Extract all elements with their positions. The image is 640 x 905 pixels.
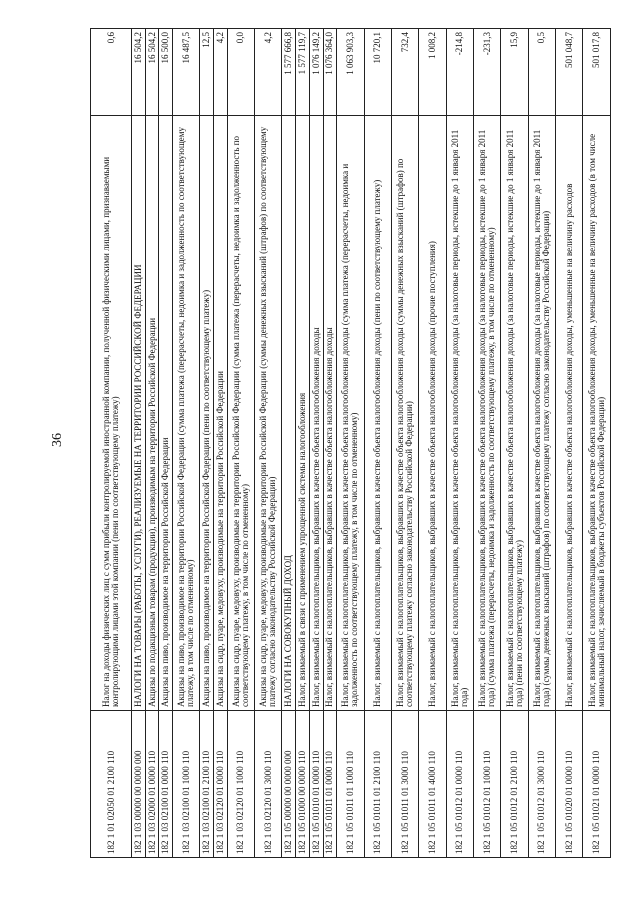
budget-code-cell: 182 1 05 01000 00 0000 110 (296, 711, 310, 858)
revenue-name-cell: Акцизы на пиво, производимое на территории Российской Федерации (сумма платежа (перерасчеты, недоимка и задолженность по соответствующему платежу, в том числе по отмененному) (173, 116, 200, 711)
revenue-name-cell: Акцизы по подакцизным товарам (продукции), производимым на территории Российской Федерации (145, 116, 159, 711)
amount-cell: 16 500,0 (159, 29, 173, 116)
budget-code-cell: 182 1 03 02100 01 0000 110 (159, 711, 173, 858)
revenue-name-cell: Акцизы на сидр, пуаре, медовуху, производимые на территории Российской Федерации (сумма платежа (перерасчеты, недоимка и задолженность по соответствующему платежу, в том числе по отмененному) (227, 116, 254, 711)
budget-code-cell: 182 1 05 01011 01 4000 110 (419, 711, 446, 858)
table-row (309, 29, 323, 858)
table-row (296, 29, 310, 858)
budget-code-cell: 182 1 05 01011 01 1000 110 (337, 711, 364, 858)
table-row (255, 29, 282, 858)
table-row (214, 29, 228, 858)
budget-code-cell: 182 1 03 02120 01 0000 110 (214, 711, 228, 858)
budget-code-cell: 182 1 05 01021 01 0000 110 (583, 711, 610, 858)
budget-code-cell: 182 1 03 02120 01 3000 110 (255, 711, 282, 858)
revenue-name-cell: Налог, взимаемый с налогоплательщиков, выбравших в качестве объекта налогообложения доходы (за налоговые периоды, истекшие до 1 января 2011 года) (446, 116, 473, 711)
budget-code-cell: 182 1 05 01011 01 3000 110 (391, 711, 418, 858)
page-number: 36 (50, 433, 65, 447)
table-row (364, 29, 391, 858)
amount-cell: 0,0 (227, 29, 254, 116)
amount-cell: 1 577 666,8 (282, 29, 296, 116)
budget-code-cell: 182 1 05 00000 00 0000 000 (282, 711, 296, 858)
budget-code-cell: 182 1 05 01012 01 3000 110 (528, 711, 555, 858)
revenue-name-cell: Налог, взимаемый с налогоплательщиков, выбравших в качестве объекта налогообложения доходы (прочие поступления) (419, 116, 446, 711)
table-row (419, 29, 446, 858)
budget-code-cell: 182 1 03 00000 00 0000 000 (132, 711, 146, 858)
revenue-name-cell: Акцизы на сидр, пуаре, медовуху, производимые на территории Российской Федерации (суммы денежных взысканий (штрафов) по соответствующему платежу согласно законодательству Российской Федерации) (255, 116, 282, 711)
table-row (91, 29, 132, 858)
revenue-name-cell: Налог, взимаемый с налогоплательщиков, выбравших в качестве объекта налогообложения доходы, уменьшенные на величину расходов (в том числе минимальный налог, зачисляемый в бюджеты субъектов Российской Федерации) (583, 116, 610, 711)
table-row (200, 29, 214, 858)
table-row (501, 29, 528, 858)
amount-cell: 1 063 903,3 (337, 29, 364, 116)
table-row (391, 29, 418, 858)
amount-cell: 1 577 119,7 (296, 29, 310, 116)
table-row (528, 29, 555, 858)
revenue-name-cell: НАЛОГИ НА ТОВАРЫ (РАБОТЫ, УСЛУГИ), РЕАЛИЗУЕМЫЕ НА ТЕРРИТОРИИ РОССИЙСКОЙ ФЕДЕРАЦИИ (132, 116, 146, 711)
revenue-name-cell: Налог, взимаемый с налогоплательщиков, выбравших в качестве объекта налогообложения доходы (за налоговые периоды, истекшие до 1 января 2011 года) (сумма платежа (перерасчеты, недоимка и задолженность по соответствующему платежу, в том числе по отмененному) (473, 116, 500, 711)
revenue-name-cell: Налог, взимаемый с налогоплательщиков, выбравших в качестве объекта налогообложения доходы (323, 116, 337, 711)
amount-cell: -231,3 (473, 29, 500, 116)
budget-code-cell: 182 1 05 01011 01 2100 110 (364, 711, 391, 858)
amount-cell: 10 720,1 (364, 29, 391, 116)
table-row (446, 29, 473, 858)
table-row (159, 29, 173, 858)
rotated-table-wrapper (90, 32, 610, 858)
amount-cell: 501 017,8 (583, 29, 610, 116)
revenue-name-cell: Налог, взимаемый с налогоплательщиков, выбравших в качестве объекта налогообложения доходы (пени по соответствующему платежу) (364, 116, 391, 711)
table-row (173, 29, 200, 858)
budget-code-cell: 182 1 03 02100 01 1000 110 (173, 711, 200, 858)
budget-code-cell: 182 1 05 01010 01 0000 110 (309, 711, 323, 858)
revenue-name-cell: Налог, взимаемый с налогоплательщиков, выбравших в качестве объекта налогообложения доходы (суммы денежных взысканий (штрафов) по соответствующему платежу согласно законодательству Российской Федерации) (391, 116, 418, 711)
amount-cell: 501 048,7 (556, 29, 583, 116)
revenue-name-cell: Налог, взимаемый в связи с применением упрощенной системы налогообложения (296, 116, 310, 711)
document-page (90, 32, 610, 858)
amount-cell: 1 008,2 (419, 29, 446, 116)
table-row (583, 29, 610, 858)
amount-cell: 15,9 (501, 29, 528, 116)
table-row (132, 29, 146, 858)
budget-code-cell: 182 1 05 01011 01 0000 110 (323, 711, 337, 858)
amount-cell: 16 504,2 (145, 29, 159, 116)
amount-cell: 16 504,2 (132, 29, 146, 116)
amount-cell: 0,5 (528, 29, 555, 116)
budget-code-cell: 182 1 01 02050 01 2100 110 (91, 711, 132, 858)
table-row (282, 29, 296, 858)
revenue-name-cell: Налог, взимаемый с налогоплательщиков, выбравших в качестве объекта налогообложения доходы (за налоговые периоды, истекшие до 1 января 2011 года) (суммы денежных взысканий (штрафов) по соответствующему платежу согласно законодательству Российской Федерации) (528, 116, 555, 711)
revenue-name-cell: Налог, взимаемый с налогоплательщиков, выбравших в качестве объекта налогообложения доходы (за налоговые периоды, истекшие до 1 января 2011 года) (пени по соответствующему платежу) (501, 116, 528, 711)
budget-code-cell: 182 1 05 01012 01 0000 110 (446, 711, 473, 858)
budget-code-cell: 182 1 05 01020 01 0000 110 (556, 711, 583, 858)
revenue-name-cell: НАЛОГИ НА СОВОКУПНЫЙ ДОХОД (282, 116, 296, 711)
revenue-name-cell: Налог, взимаемый с налогоплательщиков, выбравших в качестве объекта налогообложения доходы, уменьшенные на величину расходов (556, 116, 583, 711)
budget-code-cell: 182 1 05 01012 01 2100 110 (501, 711, 528, 858)
revenue-name-cell: Акцизы на сидр, пуаре, медовуху, производимые на территории Российской Федерации (214, 116, 228, 711)
budget-code-cell: 182 1 03 02120 01 1000 110 (227, 711, 254, 858)
amount-cell: 16 487,5 (173, 29, 200, 116)
amount-cell: 0,6 (91, 29, 132, 116)
budget-code-cell: 182 1 03 02100 01 2100 110 (200, 711, 214, 858)
revenue-name-cell: Налог на доходы физических лиц с сумм прибыли контролируемой иностранной компании, полученной физическими лицами, признаваемыми контролирующими лицами этой компании (пени по соответствующему платежу) (91, 116, 132, 711)
amount-cell: 4,2 (214, 29, 228, 116)
amount-cell: 12,5 (200, 29, 214, 116)
amount-cell: 1 076 364,0 (323, 29, 337, 116)
revenue-name-cell: Акцизы на пиво, производимое на территории Российской Федерации (пени по соответствующему платежу) (200, 116, 214, 711)
amount-cell: 732,4 (391, 29, 418, 116)
budget-code-cell: 182 1 05 01012 01 1000 110 (473, 711, 500, 858)
table-row (227, 29, 254, 858)
revenue-name-cell: Налог, взимаемый с налогоплательщиков, выбравших в качестве объекта налогообложения доходы (сумма платежа (перерасчеты, недоимка и задолженность по соответствующему платежу, в том числе по отмененному) (337, 116, 364, 711)
revenue-name-cell: Налог, взимаемый с налогоплательщиков, выбравших в качестве объекта налогообложения доходы (309, 116, 323, 711)
amount-cell: 4,2 (255, 29, 282, 116)
table-row (473, 29, 500, 858)
budget-code-cell: 182 1 03 02000 01 0000 110 (145, 711, 159, 858)
revenue-name-cell: Акцизы на пиво, производимое на территории Российской Федерации (159, 116, 173, 711)
amount-cell: 1 076 149,2 (309, 29, 323, 116)
table-row (556, 29, 583, 858)
revenue-table (90, 28, 611, 858)
table-row (145, 29, 159, 858)
table-row (323, 29, 337, 858)
amount-cell: -214,8 (446, 29, 473, 116)
table-row (337, 29, 364, 858)
